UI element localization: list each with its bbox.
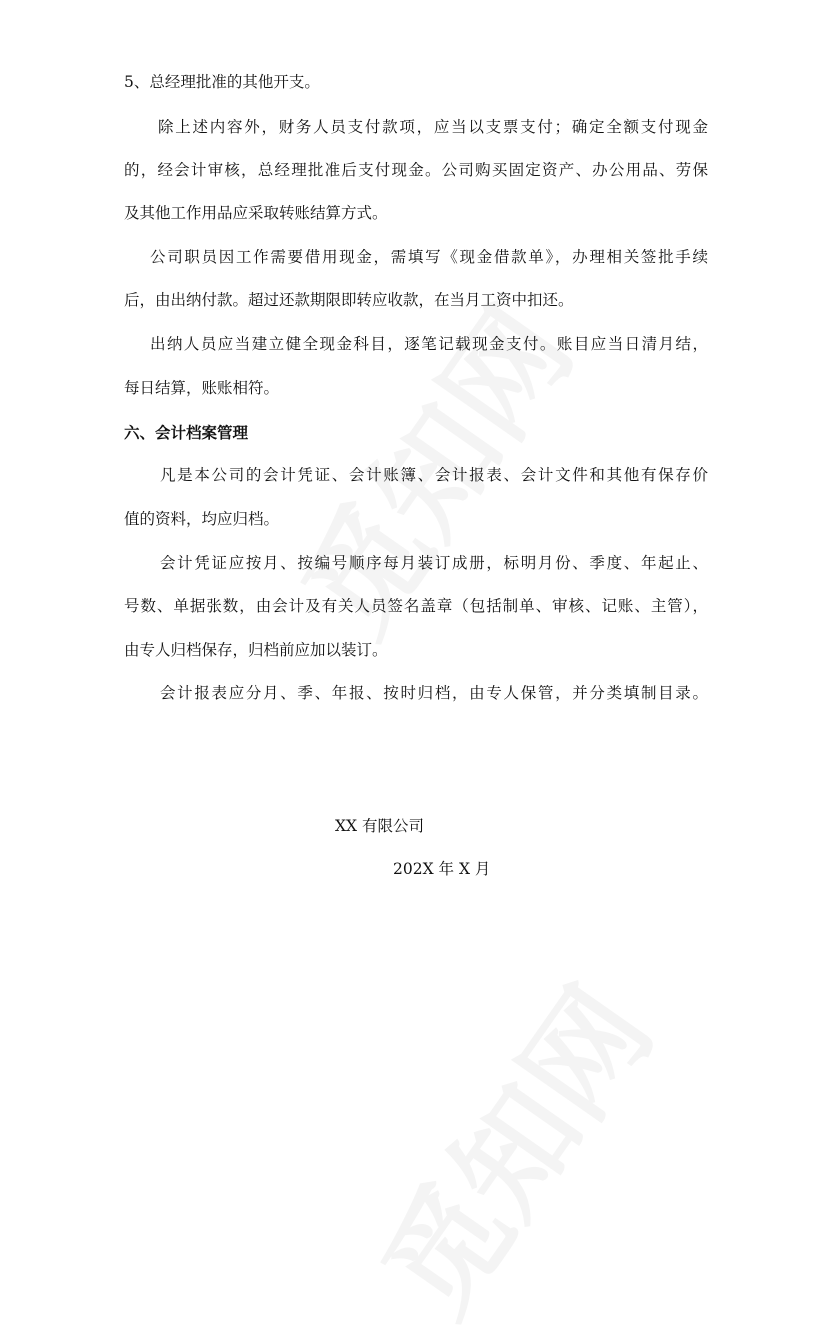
company-signature: XX 有限公司 — [335, 817, 424, 835]
paragraph-line: 凡是本公司的会计凭证、会计账簿、会计报表、会计文件和其他有保存价 — [160, 466, 708, 484]
section-heading: 六、会计档案管理 — [124, 423, 249, 442]
watermark — [336, 949, 683, 1343]
paragraph-line: 会计凭证应按月、按编号顺序每月装订成册，标明月份、季度、年起止、 — [160, 554, 708, 572]
document-date: 202X 年 X 月 — [393, 860, 491, 878]
list-item-5: 5、总经理批准的其他开支。 — [124, 73, 320, 91]
paragraph-line: 会计报表应分月、季、年报、按时归档，由专人保管，并分类填制目录。 — [160, 684, 708, 702]
paragraph-line: 后，由出纳付款。超过还款期限即转应收款，在当月工资中扣还。 — [124, 291, 574, 309]
paragraph-line: 值的资料，均应归档。 — [124, 510, 280, 528]
paragraph-line: 的，经会计审核，总经理批准后支付现金。公司购买固定资产、办公用品、劳保 — [124, 161, 708, 179]
paragraph-line: 由专人归档保存，归档前应加以装订。 — [124, 641, 388, 659]
paragraph-line: 公司职员因工作需要借用现金，需填写《现金借款单》，办理相关签批手续 — [150, 248, 708, 266]
paragraph-line: 及其他工作用品应采取转账结算方式。 — [124, 204, 388, 222]
paragraph-line: 每日结算，账账相符。 — [124, 379, 280, 397]
paragraph-line: 号数、单据张数，由会计及有关人员签名盖章（包括制单、审核、记账、主管）， — [124, 597, 708, 615]
paragraph-line: 出纳人员应当建立健全现金科目，逐笔记载现金支付。账目应当日清月结， — [150, 335, 708, 353]
paragraph-line: 除上述内容外，财务人员支付款项，应当以支票支付；确定全额支付现金 — [158, 118, 708, 136]
